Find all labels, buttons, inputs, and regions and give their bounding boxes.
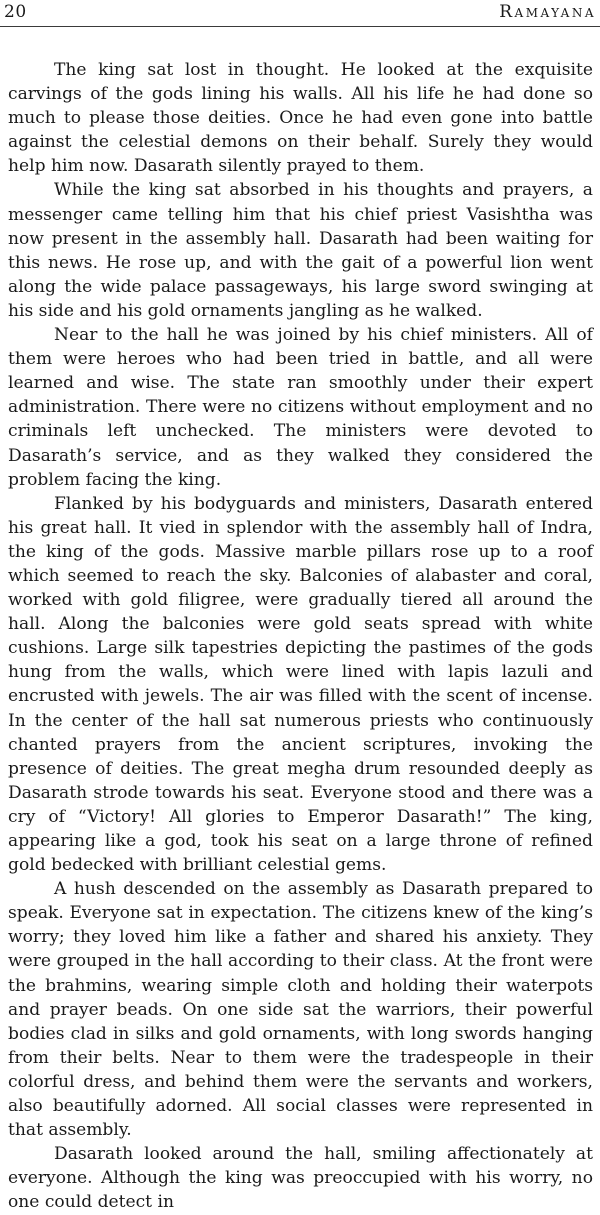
header-rule (0, 26, 600, 27)
page-number: 20 (4, 2, 27, 22)
paragraph: Near to the hall he was joined by his chief ministers. All of them were heroes who had been tried in battle, and all were learned and wise. The state ran smoothly under their expert administration. There were no citizens without employment and no criminals left unchecked. The ministers were devoted to Dasarath’s service, and as they walked they considered the problem facing the king. (8, 325, 593, 490)
paragraph: Flanked by his bodyguards and ministers, Dasarath entered his great hall. It vied in splendor with the assembly hall of Indra, the king of the gods. Massive marble pillars rose up to a roof which seemed to reach the sky. Balconies of alabaster and coral, worked with gold filigree, were gradually tiered all around the hall. Along the balconies were gold seats spread with white cushions. Large silk tapestries depicting the pastimes of the gods hung from the walls, which were lined with lapis lazuli and encrusted with jewels. The air was filled with the scent of incense. In the center of the hall sat numerous priests who continuously chanted prayers from the ancient scriptures, invoking the presence of deities. The great megha drum resounded deeply as Dasarath strode towards his seat. Everyone stood and there was a cry of “Victory! All glories to Emperor Dasarath!” The king, appearing like a god, took his seat on a large throne of refined gold bedecked with brilliant celestial gems. (8, 493, 593, 876)
body-text (8, 58, 593, 1215)
running-head: Ramayana (499, 2, 596, 22)
paragraph: The king sat lost in thought. He looked at the exquisite carvings of the gods lining his walls. All his life he had done so much to please those deities. Once he had even gone into battle against the celestial demons on their behalf. Surely they would help him now. Dasarath silently prayed to them. (8, 60, 593, 177)
paragraph: Dasarath looked around the hall, smiling affectionately at everyone. Although the king was preoccupied with his worry, no one could detect in (8, 1144, 593, 1213)
paragraph: A hush descended on the assembly as Dasarath prepared to speak. Everyone sat in expectation. The citizens knew of the king’s worry; they loved him like a father and shared his anxiety. They were grouped in the hall according to their class. At the front were the brahmins, wearing simple cloth and holding their waterpots and prayer beads. On one side sat the warriors, their powerful bodies clad in silks and gold ornaments, with long swords hanging from their belts. Near to them were the tradespeople in their colorful dress, and behind them were the servants and workers, also beautifully adorned. All social classes were represented in that assembly. (8, 879, 593, 1141)
paragraph: While the king sat absorbed in his thoughts and prayers, a messenger came telling him that his chief priest Vasishtha was now present in the assembly hall. Dasarath had been waiting for this news. He rose up, and with the gait of a powerful lion went along the wide palace passageways, his large sword swinging at his side and his gold ornaments jangling as he walked. (8, 180, 593, 321)
